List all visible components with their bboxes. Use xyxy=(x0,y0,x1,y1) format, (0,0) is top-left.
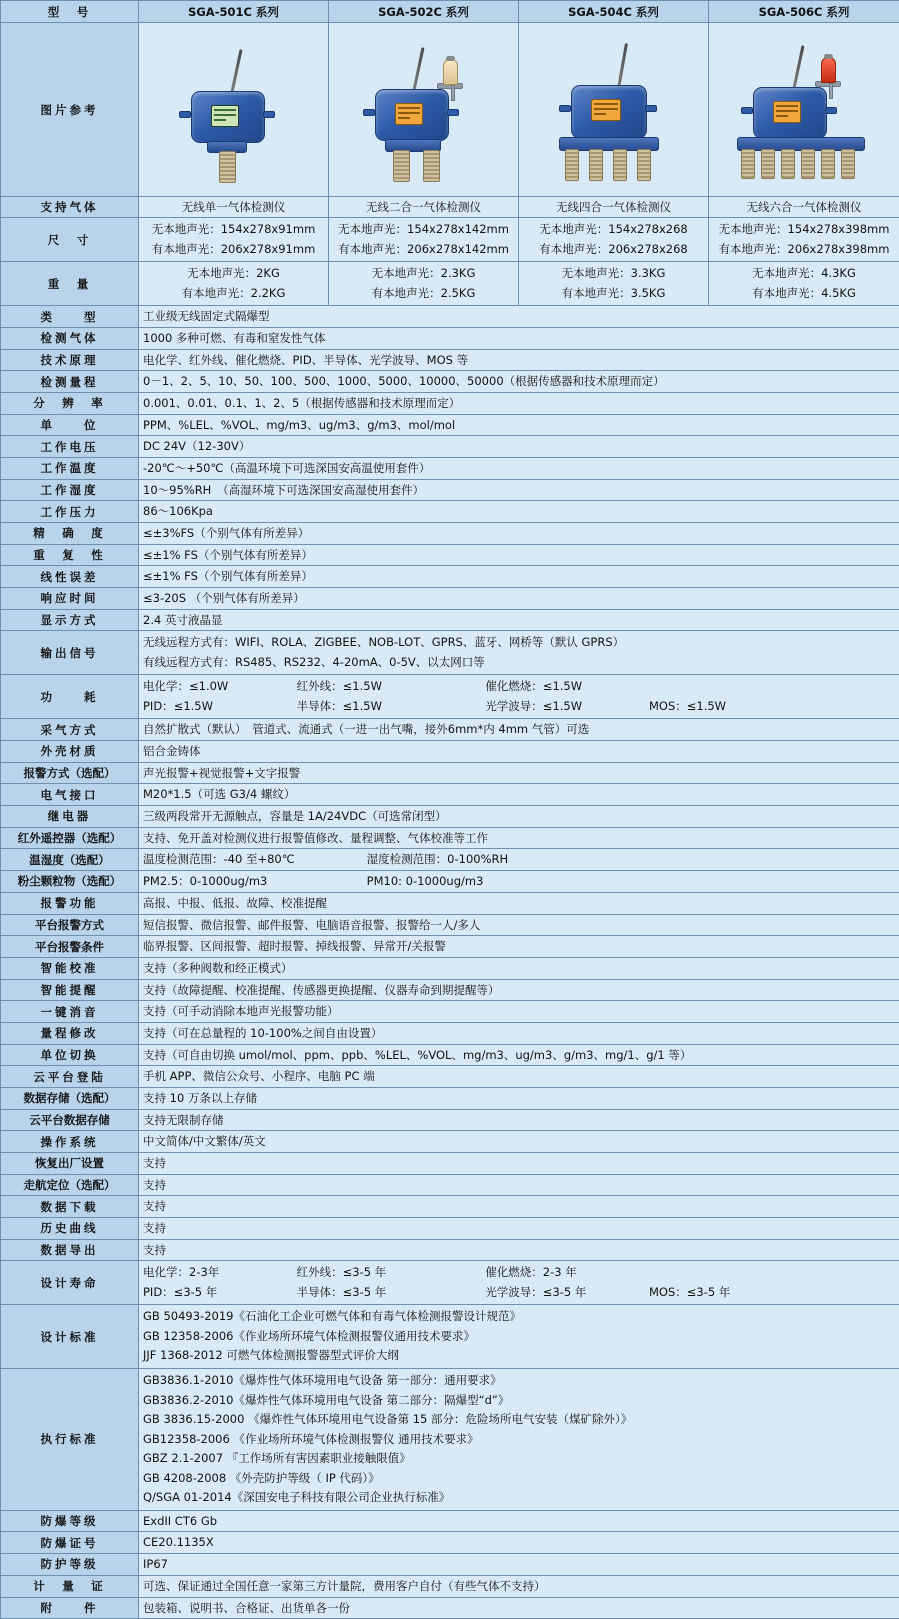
row-value-type: 工业级无线固定式隔爆型 xyxy=(139,306,899,328)
table-row-ir-remote xyxy=(1,827,899,849)
pm25-range: PM2.5：0-1000ug/m3 xyxy=(143,873,363,890)
row-value-response-time: ≤3-20S （个别气体有所差异） xyxy=(139,587,899,609)
row-value-mobile-positioning: 支持 xyxy=(139,1174,899,1196)
row-value-work-pressure: 86～106Kpa xyxy=(139,501,899,523)
row-label-data-download: 数据下载 xyxy=(1,1196,139,1218)
row-label-work-temp: 工作温度 xyxy=(1,457,139,479)
row-label-housing: 外壳材质 xyxy=(1,741,139,763)
gas-support-2: 无线二合一气体检测仪 xyxy=(329,197,519,218)
table-row-smart-reminder xyxy=(1,979,899,1001)
table-row-design-life xyxy=(1,1261,899,1305)
exec-standard-4: GB12358-2006 《作业场所环境气体检测报警仪 通用技术要求》 xyxy=(143,1430,895,1450)
exec-standard-7: Q/SGA 01-2014《深国安电子科技有限公司企业执行标准》 xyxy=(143,1488,895,1508)
sensor-probe-1 xyxy=(741,149,755,179)
sensor-probe-4 xyxy=(801,149,815,179)
row-value-os: 中文简体/中文繁体/英文 xyxy=(139,1131,899,1153)
row-value-work-humidity: 10～95%RH （高湿环境下可选深国安高湿使用套件） xyxy=(139,479,899,501)
output-signal-wired: 有线远程方式有：RS485、RS232、4-20mA、0-5V、以太网口等 xyxy=(143,653,895,673)
mount-ear-left xyxy=(363,109,375,116)
weight-1 xyxy=(139,262,329,306)
row-value-factory-reset: 支持 xyxy=(139,1152,899,1174)
row-value-housing: 铝合金铸体 xyxy=(139,741,899,763)
life-catalytic: 催化燃烧：2-3 年 xyxy=(485,1265,576,1279)
row-value-platform-alarm-condition: 临界报警、区间报警、超时报警、掉线报警、异常开/关报警 xyxy=(139,936,899,958)
sensor-probe-6 xyxy=(841,149,855,179)
life-pid: PID：≤3-5 年 xyxy=(143,1283,293,1303)
row-value-unit-switch: 支持（可自由切换 umol/mol、ppm、ppb、%LEL、%VOL、mg/m3、ug/m3、g/m3、mg/1、g/1 等） xyxy=(139,1044,899,1066)
mount-ear-right xyxy=(263,111,275,118)
row-value-linearity: ≤±1% FS（个别气体有所差异） xyxy=(139,566,899,588)
table-row-data-export xyxy=(1,1239,899,1261)
power-catalytic: 催化燃烧：≤1.5W xyxy=(485,679,582,693)
row-label-temp-humidity-option: 温湿度（选配） xyxy=(1,849,139,871)
life-semiconductor: 半导体：≤3-5 年 xyxy=(297,1283,482,1303)
sensor-probe-1 xyxy=(565,149,579,181)
display-screen xyxy=(395,103,423,125)
row-label-ir-remote: 红外遥控器（选配） xyxy=(1,827,139,849)
row-value-smart-calibration: 支持（多种阀数和经正模式） xyxy=(139,957,899,979)
table-row-voltage xyxy=(1,436,899,458)
table-row-metrology-certificate xyxy=(1,1575,899,1597)
weight-4-line2: 有本地声光：4.5KG xyxy=(713,284,895,304)
row-value-alarm-mode: 声光报警+视觉报警+文字报警 xyxy=(139,762,899,784)
table-row-work-humidity xyxy=(1,479,899,501)
design-life-line-2 xyxy=(143,1283,895,1303)
row-value-relay: 三级两段常开无源触点，容量是 1A/24VDC（可选常闭型） xyxy=(139,806,899,828)
antenna-icon xyxy=(617,43,628,89)
weight-3 xyxy=(519,262,709,306)
row-value-history-curve: 支持 xyxy=(139,1217,899,1239)
mount-ear-left xyxy=(559,105,571,112)
table-row-ex-certificate xyxy=(1,1532,899,1554)
table-row-sampling xyxy=(1,719,899,741)
row-value-alarm-function: 高报、中报、低报、故障、校准提醒 xyxy=(139,892,899,914)
pm10-range: PM10: 0-1000ug/m3 xyxy=(367,874,484,888)
row-label-sampling: 采气方式 xyxy=(1,719,139,741)
row-label-range: 检测量程 xyxy=(1,371,139,393)
row-label-voltage: 工作电压 xyxy=(1,436,139,458)
detector-illustration-dual xyxy=(339,27,509,193)
row-label-gas-support: 支持气体 xyxy=(1,197,139,218)
row-label-design-standard: 设计标准 xyxy=(1,1305,139,1369)
power-line-2 xyxy=(143,697,895,717)
gas-support-3: 无线四合一气体检测仪 xyxy=(519,197,709,218)
power-line-1 xyxy=(143,677,895,697)
table-row-mobile-positioning xyxy=(1,1174,899,1196)
alarm-beacon xyxy=(443,59,458,85)
weight-3-line1: 无本地声光：3.3KG xyxy=(523,264,704,284)
sensor-probe-2 xyxy=(423,150,440,182)
row-label-platform-alarm-mode: 平台报警方式 xyxy=(1,914,139,936)
size-4 xyxy=(709,218,899,262)
table-row-detect-gas xyxy=(1,327,899,349)
row-label-ip-rating: 防护等级 xyxy=(1,1554,139,1576)
exec-standard-3: GB 3836.15-2000 《爆炸性气体环境用电气设备第 15 部分：危险场所电气安装（煤矿除外）》 xyxy=(143,1410,895,1430)
row-value-ir-remote: 支持、免开盖对检测仪进行报警值修改、量程调整、气体校准等工作 xyxy=(139,827,899,849)
model-header-3: SGA-504C 系列 xyxy=(519,1,709,23)
size-3-line2: 有本地声光：206x278x268 xyxy=(523,240,704,260)
row-label-dust-option: 粉尘颗粒物（选配） xyxy=(1,871,139,893)
table-row-history-curve xyxy=(1,1217,899,1239)
table-row-range xyxy=(1,371,899,393)
row-value-ex-certificate: CE20.1135X xyxy=(139,1532,899,1554)
table-row-electrical-interface xyxy=(1,784,899,806)
row-value-data-storage: 支持 10 万条以上存储 xyxy=(139,1087,899,1109)
row-label-accessories: 附 件 xyxy=(1,1597,139,1619)
row-label-history-curve: 历史曲线 xyxy=(1,1217,139,1239)
exec-standard-6: GB 4208-2008 《外壳防护等级（ IP 代码）》 xyxy=(143,1469,895,1489)
weight-1-line1: 无本地声光：2KG xyxy=(143,264,324,284)
size-3-line1: 无本地声光：154x278x268 xyxy=(523,220,704,240)
display-screen xyxy=(211,105,239,127)
weight-2 xyxy=(329,262,519,306)
row-label-ex-rating: 防爆等级 xyxy=(1,1510,139,1532)
row-value-dust-option xyxy=(139,871,899,893)
table-row-weight xyxy=(1,262,899,306)
row-value-smart-reminder: 支持（故障提醒、校准提醒、传感器更换提醒、仪器寿命到期提醒等） xyxy=(139,979,899,1001)
size-4-line2: 有本地声光：206x278x398mm xyxy=(713,240,895,260)
table-row-one-key-mute xyxy=(1,1001,899,1023)
power-semiconductor: 半导体：≤1.5W xyxy=(297,697,482,717)
row-label-cloud-storage: 云平台数据存储 xyxy=(1,1109,139,1131)
size-1 xyxy=(139,218,329,262)
row-value-work-temp: -20℃～+50℃（高温环境下可选深国安高温使用套件） xyxy=(139,457,899,479)
table-row-size xyxy=(1,218,899,262)
model-header-4: SGA-506C 系列 xyxy=(709,1,899,23)
size-4-line1: 无本地声光：154x278x398mm xyxy=(713,220,895,240)
table-row-factory-reset xyxy=(1,1152,899,1174)
row-label-work-humidity: 工作湿度 xyxy=(1,479,139,501)
row-value-one-key-mute: 支持（可手动消除本地声光报警功能） xyxy=(139,1001,899,1023)
row-label-platform-alarm-condition: 平台报警条件 xyxy=(1,936,139,958)
row-label-repeatability: 重 复 性 xyxy=(1,544,139,566)
row-label-weight: 重 量 xyxy=(1,262,139,306)
row-label-data-export: 数据导出 xyxy=(1,1239,139,1261)
table-row-work-temp xyxy=(1,457,899,479)
weight-2-line2: 有本地声光：2.5KG xyxy=(333,284,514,304)
size-3 xyxy=(519,218,709,262)
exec-standard-1: GB3836.1-2010《爆炸性气体环境用电气设备 第一部分：通用要求》 xyxy=(143,1371,895,1391)
row-value-data-export: 支持 xyxy=(139,1239,899,1261)
sensor-probe-2 xyxy=(761,149,775,179)
row-value-sampling: 自然扩散式（默认） 管道式、流通式（一进一出气嘴，接外6mm*内 4mm 气管）可选 xyxy=(139,719,899,741)
product-image-506c xyxy=(709,23,899,197)
exec-standard-5: GBZ 2.1-2007 『工作场所有害因素职业接触限值》 xyxy=(143,1449,895,1469)
product-image-504c xyxy=(519,23,709,197)
sensor-probe-5 xyxy=(821,149,835,179)
table-row-ex-rating xyxy=(1,1510,899,1532)
row-value-output-signal xyxy=(139,631,899,675)
antenna-icon xyxy=(412,47,424,91)
row-label-relay: 继电器 xyxy=(1,806,139,828)
table-row-display xyxy=(1,609,899,631)
row-value-unit: PPM、%LEL、%VOL、mg/m3、ug/m3、g/m3、mol/mol xyxy=(139,414,899,436)
detector-illustration-single xyxy=(149,27,319,193)
table-row-alarm-function xyxy=(1,892,899,914)
design-standard-3: JJF 1368-2012 可燃气体检测报警器型式评价大纲 xyxy=(143,1346,895,1366)
product-image-502c xyxy=(329,23,519,197)
output-signal-wireless: 无线远程方式有：WIFI、ROLA、ZIGBEE、NOB-LOT、GPRS、蓝牙、网桥等（默认 GPRS） xyxy=(143,633,895,653)
row-value-range: 0－1、2、5、10、50、100、500、1000、5000、10000、50000（根据传感器和技术原理而定） xyxy=(139,371,899,393)
weight-1-line2: 有本地声光：2.2KG xyxy=(143,284,324,304)
weight-3-line2: 有本地声光：3.5KG xyxy=(523,284,704,304)
table-row-housing xyxy=(1,741,899,763)
table-row-linearity xyxy=(1,566,899,588)
row-label-ex-certificate: 防爆证号 xyxy=(1,1532,139,1554)
row-value-design-standard xyxy=(139,1305,899,1369)
display-screen xyxy=(773,101,801,123)
life-optical: 光学波导：≤3-5 年 xyxy=(485,1283,645,1303)
row-value-accuracy: ≤±3%FS（个别气体有所差异） xyxy=(139,522,899,544)
table-row-accuracy xyxy=(1,522,899,544)
weight-4-line1: 无本地声光：4.3KG xyxy=(713,264,895,284)
table-row-ip-rating xyxy=(1,1554,899,1576)
table-row-dust-option xyxy=(1,871,899,893)
row-label-model: 型 号 xyxy=(1,1,139,23)
size-2 xyxy=(329,218,519,262)
table-row-unit xyxy=(1,414,899,436)
table-row-alarm-mode xyxy=(1,762,899,784)
row-label-metrology-certificate: 计 量 证 xyxy=(1,1575,139,1597)
mount-ear-right xyxy=(645,105,657,112)
exec-standard-2: GB3836.2-2010《爆炸性气体环境用电气设备 第二部分：隔爆型“d”》 xyxy=(143,1391,895,1411)
model-header-1: SGA-501C 系列 xyxy=(139,1,329,23)
table-row-gas-support xyxy=(1,197,899,218)
beacon-pole xyxy=(451,85,455,101)
row-label-accuracy: 精 确 度 xyxy=(1,522,139,544)
row-value-range-modify: 支持（可在总量程的 10-100%之间自由设置） xyxy=(139,1022,899,1044)
row-value-exec-standard xyxy=(139,1368,899,1510)
product-image-501c xyxy=(139,23,329,197)
row-value-temp-humidity-option xyxy=(139,849,899,871)
power-pid: PID：≤1.5W xyxy=(143,697,293,717)
table-row-technology xyxy=(1,349,899,371)
row-label-output-signal: 输出信号 xyxy=(1,631,139,675)
row-value-cloud-storage: 支持无限制存储 xyxy=(139,1109,899,1131)
row-value-metrology-certificate: 可选、保证通过全国任意一家第三方计量院，费用客户自付（有些气体不支持） xyxy=(139,1575,899,1597)
power-infrared: 红外线：≤1.5W xyxy=(297,677,482,697)
detector-illustration-hex xyxy=(719,27,889,193)
size-2-line1: 无本地声光：154x278x142mm xyxy=(333,220,514,240)
row-label-os: 操作系统 xyxy=(1,1131,139,1153)
mount-ear-left xyxy=(179,111,191,118)
weight-4 xyxy=(709,262,899,306)
row-value-display: 2.4 英寸液晶显 xyxy=(139,609,899,631)
table-row-cloud-storage xyxy=(1,1109,899,1131)
table-row-cloud-login xyxy=(1,1066,899,1088)
power-mos: MOS：≤1.5W xyxy=(649,699,726,713)
row-value-electrical-interface: M20*1.5（可选 G3/4 螺纹） xyxy=(139,784,899,806)
sensor-probe-4 xyxy=(637,149,651,181)
table-row-model-header xyxy=(1,1,899,23)
row-label-smart-reminder: 智能提醒 xyxy=(1,979,139,1001)
table-row-unit-switch xyxy=(1,1044,899,1066)
beacon-pole xyxy=(829,83,833,99)
row-label-smart-calibration: 智能校准 xyxy=(1,957,139,979)
row-label-type: 类 型 xyxy=(1,306,139,328)
antenna-icon xyxy=(792,45,804,89)
power-optical: 光学波导：≤1.5W xyxy=(485,697,645,717)
size-1-line2: 有本地声光：206x278x91mm xyxy=(143,240,324,260)
sensor-probe-2 xyxy=(589,149,603,181)
table-row-image-reference xyxy=(1,23,899,197)
table-row-response-time xyxy=(1,587,899,609)
row-value-technology: 电化学、红外线、催化燃烧、PID、半导体、光学波导、MOS 等 xyxy=(139,349,899,371)
table-row-work-pressure xyxy=(1,501,899,523)
table-row-platform-alarm-mode xyxy=(1,914,899,936)
row-label-electrical-interface: 电气接口 xyxy=(1,784,139,806)
row-label-detect-gas: 检测气体 xyxy=(1,327,139,349)
table-row-smart-calibration xyxy=(1,957,899,979)
row-value-design-life xyxy=(139,1261,899,1305)
table-row-accessories xyxy=(1,1597,899,1619)
table-row-type xyxy=(1,306,899,328)
sensor-probe-3 xyxy=(781,149,795,179)
row-value-ip-rating: IP67 xyxy=(139,1554,899,1576)
mount-ear-right xyxy=(825,107,837,114)
row-label-alarm-function: 报警功能 xyxy=(1,892,139,914)
life-infrared: 红外线：≤3-5 年 xyxy=(297,1263,482,1283)
size-1-line1: 无本地声光：154x278x91mm xyxy=(143,220,324,240)
design-standard-2: GB 12358-2006《作业场所环境气体检测报警仪通用技术要求》 xyxy=(143,1327,895,1347)
row-label-data-storage: 数据存储（选配） xyxy=(1,1087,139,1109)
mount-ear-right xyxy=(447,109,459,116)
row-value-data-download: 支持 xyxy=(139,1196,899,1218)
temp-range: 温度检测范围：-40 至+80℃ xyxy=(143,851,363,868)
table-row-repeatability xyxy=(1,544,899,566)
design-life-line-1 xyxy=(143,1263,895,1283)
alarm-beacon xyxy=(821,57,836,83)
detector-illustration-quad xyxy=(529,27,699,193)
row-label-alarm-mode: 报警方式（选配） xyxy=(1,762,139,784)
row-value-voltage: DC 24V（12-30V） xyxy=(139,436,899,458)
table-row-range-modify xyxy=(1,1022,899,1044)
row-label-mobile-positioning: 走航定位（选配） xyxy=(1,1174,139,1196)
row-value-power xyxy=(139,675,899,719)
row-value-resolution: 0.001、0.01、0.1、1、2、5（根据传感器和技术原理而定） xyxy=(139,392,899,414)
table-row-data-storage xyxy=(1,1087,899,1109)
life-electrochemical: 电化学：2-3年 xyxy=(143,1263,293,1283)
humidity-range: 湿度检测范围：0-100%RH xyxy=(367,852,508,866)
row-label-cloud-login: 云平台登陆 xyxy=(1,1066,139,1088)
table-row-output-signal xyxy=(1,631,899,675)
row-label-exec-standard: 执行标准 xyxy=(1,1368,139,1510)
table-row-design-standard xyxy=(1,1305,899,1369)
gas-support-4: 无线六合一气体检测仪 xyxy=(709,197,899,218)
row-value-repeatability: ≤±1% FS（个别气体有所差异） xyxy=(139,544,899,566)
table-row-exec-standard xyxy=(1,1368,899,1510)
row-label-design-life: 设计寿命 xyxy=(1,1261,139,1305)
table-row-power xyxy=(1,675,899,719)
table-row-platform-alarm-condition xyxy=(1,936,899,958)
sensor-probe-3 xyxy=(613,149,627,181)
row-label-display: 显示方式 xyxy=(1,609,139,631)
display-screen xyxy=(591,99,621,121)
row-value-platform-alarm-mode: 短信报警、微信报警、邮件报警、电脑语音报警、报警给一人/多人 xyxy=(139,914,899,936)
table-row-resolution xyxy=(1,392,899,414)
size-2-line2: 有本地声光：206x278x142mm xyxy=(333,240,514,260)
row-label-unit: 单 位 xyxy=(1,414,139,436)
sensor-probe-1 xyxy=(219,151,236,183)
row-label-technology: 技术原理 xyxy=(1,349,139,371)
table-row-temp-humidity-option xyxy=(1,849,899,871)
life-mos: MOS：≤3-5 年 xyxy=(649,1285,730,1299)
gas-support-1: 无线单一气体检测仪 xyxy=(139,197,329,218)
row-value-ex-rating: ExdII CT6 Gb xyxy=(139,1510,899,1532)
row-label-work-pressure: 工作压力 xyxy=(1,501,139,523)
row-label-image-reference: 图片参考 xyxy=(1,23,139,197)
row-label-range-modify: 量程修改 xyxy=(1,1022,139,1044)
power-electrochemical: 电化学：≤1.0W xyxy=(143,677,293,697)
row-value-detect-gas: 1000 多种可燃、有毒和窒发性气体 xyxy=(139,327,899,349)
row-label-unit-switch: 单位切换 xyxy=(1,1044,139,1066)
table-row-data-download xyxy=(1,1196,899,1218)
table-row-os xyxy=(1,1131,899,1153)
row-label-response-time: 响应时间 xyxy=(1,587,139,609)
table-row-relay xyxy=(1,806,899,828)
sensor-probe-1 xyxy=(393,150,410,182)
row-label-resolution: 分 辨 率 xyxy=(1,392,139,414)
weight-2-line1: 无本地声光：2.3KG xyxy=(333,264,514,284)
row-label-factory-reset: 恢复出厂设置 xyxy=(1,1152,139,1174)
row-value-cloud-login: 手机 APP、微信公众号、小程序、电脑 PC 端 xyxy=(139,1066,899,1088)
row-label-linearity: 线性误差 xyxy=(1,566,139,588)
row-label-one-key-mute: 一键消音 xyxy=(1,1001,139,1023)
row-label-size: 尺 寸 xyxy=(1,218,139,262)
row-label-power: 功 耗 xyxy=(1,675,139,719)
design-standard-1: GB 50493-2019《石油化工企业可燃气体和有毒气体检测报警设计规范》 xyxy=(143,1307,895,1327)
mount-ear-left xyxy=(741,107,753,114)
row-value-accessories: 包装箱、说明书、合格证、出货单各一份 xyxy=(139,1597,899,1619)
antenna-icon xyxy=(230,49,242,93)
model-header-2: SGA-502C 系列 xyxy=(329,1,519,23)
